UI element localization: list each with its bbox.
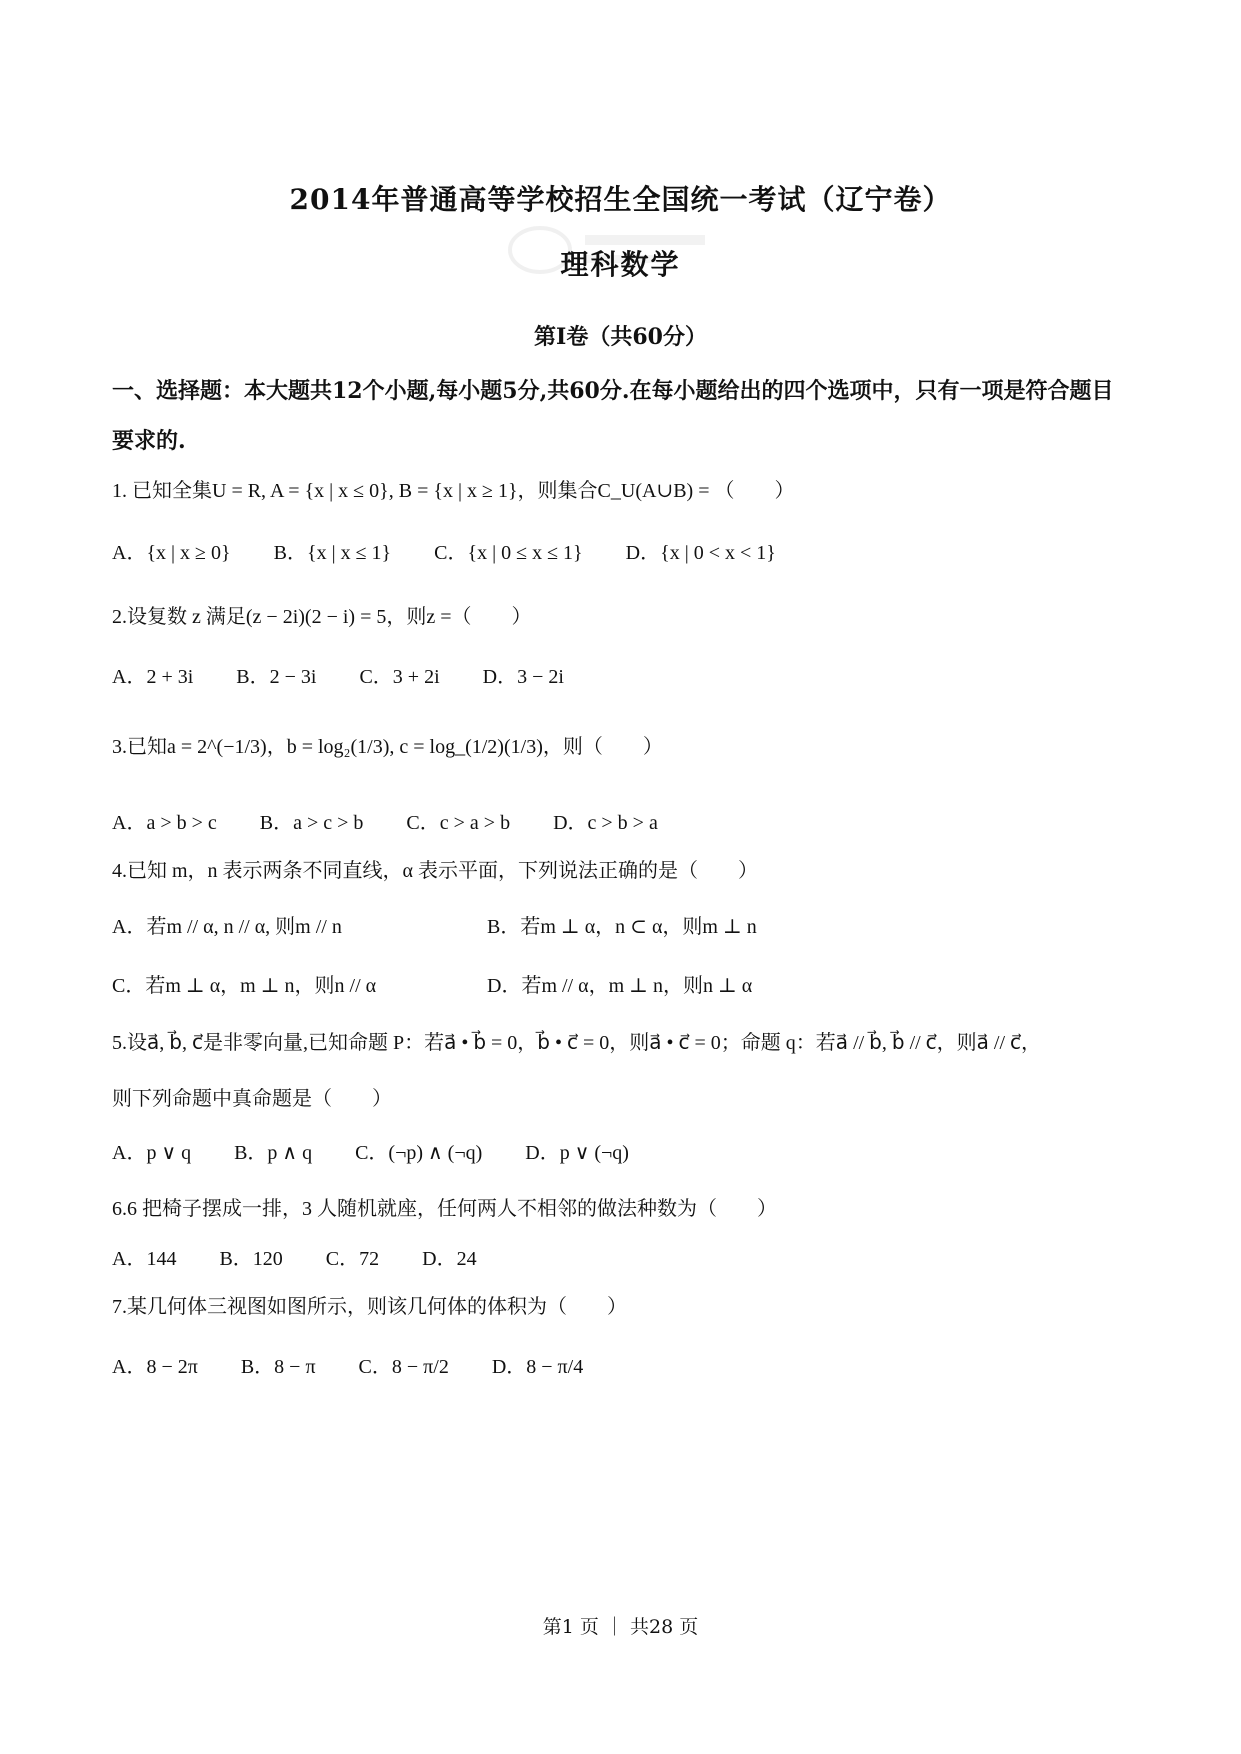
option-c: C．(¬p) ∧ (¬q): [355, 1142, 483, 1164]
question-4-stem: 4.已知 m，n 表示两条不同直线，α 表示平面，下列说法正确的是（ ）: [112, 860, 759, 882]
option-d: D．24: [422, 1248, 477, 1270]
question-1-stem: 1. 已知全集U = R, A = {x | x ≤ 0}, B = {x | x ≥ 1}，则集合C_U(A∪B) = （ ）: [112, 480, 795, 502]
option-c: C．若m ⊥ α，m ⊥ n，则n // α: [112, 975, 377, 997]
option-c: C．{x | 0 ≤ x ≤ 1}: [434, 542, 583, 564]
section-instruction: 一、选择题：本大题共12个小题,每小题5分,共60分.在每小题给出的四个选项中，只有一项是符合题目要求的.: [112, 378, 1114, 454]
option-a: A．a > b > c: [112, 812, 217, 834]
page-footer: 第1 页 ｜ 共28 页: [542, 1616, 699, 1638]
question-3-options: [112, 806, 696, 835]
option-c: C．c > a > b: [406, 812, 511, 834]
option-c: C．72: [325, 1248, 380, 1270]
question-4-options-row1: [112, 910, 757, 939]
option-a: A．144: [112, 1248, 177, 1270]
option-d: D．8 − π/4: [491, 1356, 584, 1378]
option-b: B．p ∧ q: [234, 1142, 313, 1164]
exam-subtitle: 理科数学: [560, 248, 681, 281]
question-4-options-row2: [112, 969, 752, 998]
option-d: D．若m // α，m ⊥ n，则n ⊥ α: [487, 975, 753, 997]
option-a: A．{x | x ≥ 0}: [112, 542, 231, 564]
question-5-options: [112, 1136, 667, 1165]
option-b: B．120: [219, 1248, 283, 1270]
question-7-options: [112, 1350, 621, 1379]
option-b: B．若m ⊥ α，n ⊂ α，则m ⊥ n: [487, 916, 757, 938]
option-d: D．3 − 2i: [482, 666, 564, 688]
option-d: D．p ∨ (¬q): [525, 1142, 629, 1164]
option-d: D．{x | 0 < x < 1}: [625, 542, 776, 564]
question-2-stem: 2.设复数 z 满足(z − 2i)(2 − i) = 5，则z =（ ）: [112, 606, 532, 628]
option-a: A．2 + 3i: [112, 666, 194, 688]
option-c: C．8 − π/2: [358, 1356, 449, 1378]
option-b: B．8 − π: [240, 1356, 316, 1378]
question-5-stem-cont: 则下列命题中真命题是（ ）: [112, 1088, 392, 1110]
option-b: B．{x | x ≤ 1}: [273, 542, 392, 564]
question-7-stem: 7.某几何体三视图如图所示，则该几何体的体积为（ ）: [112, 1296, 627, 1318]
option-a: A．若m // α, n // α, 则m // n: [112, 916, 342, 938]
option-d: D．c > b > a: [553, 812, 658, 834]
option-b: B．a > c > b: [259, 812, 364, 834]
option-a: A．8 − 2π: [112, 1356, 198, 1378]
question-3-stem: 3.已知a = 2^(−1/3)，b = log₂(1/3), c = log_(1/2)(1/3)，则（ ）: [112, 736, 663, 758]
question-6-stem: 6.6 把椅子摆成一排，3 人随机就座，任何两人不相邻的做法种数为（ ）: [112, 1198, 777, 1220]
part-heading: 第Ⅰ卷（共60分）: [534, 324, 707, 350]
question-1-options: [112, 536, 814, 565]
option-a: A．p ∨ q: [112, 1142, 192, 1164]
question-2-options: [112, 660, 602, 689]
question-6-options: [112, 1242, 515, 1271]
option-c: C．3 + 2i: [359, 666, 440, 688]
exam-title: 2014年普通高等学校招生全国统一考试（辽宁卷）: [289, 183, 952, 216]
question-5-stem: 5.设a⃗, b⃗, c⃗是非零向量,已知命题 P：若a⃗ • b⃗ = 0，b⃗ • c⃗ = 0，则a⃗ • c⃗ = 0；命题 q：若a⃗ // b⃗, b⃗ // c⃗，则a⃗ // c⃗，: [112, 1032, 1042, 1054]
option-b: B．2 − 3i: [236, 666, 317, 688]
